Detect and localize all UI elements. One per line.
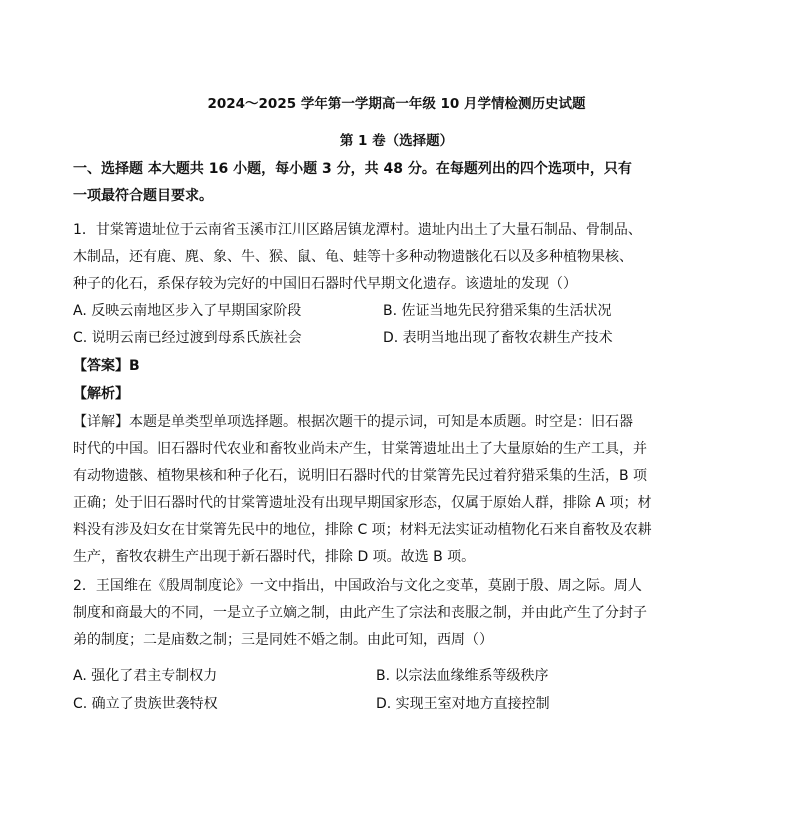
q1-analysis-line-6: 生产，畜牧农耕生产出现于新石器时代，排除 D 项。故选 B 项。: [73, 549, 476, 565]
section-title: 第 1 卷（选择题）: [339, 133, 454, 149]
q2-option-c: C. 确立了贵族世袭特权: [73, 696, 218, 712]
q2-stem-line-2: 制度和商最大的不同，一是立子立嫡之制，由此产生了宗法和丧服之制，并由此产生了分封子: [73, 605, 647, 621]
instructions-line-1: 一、选择题 本大题共 16 小题，每小题 3 分，共 48 分。在每题列出的四个选项中，只有: [73, 161, 632, 177]
q1-analysis-line-4: 正确；处于旧石器时代的甘棠箐遗址没有出现早期国家形态，仅属于原始人群，排除 A 项；材: [73, 495, 652, 511]
q2-stem-line-3: 弟的制度；二是庙数之制；三是同姓不婚之制。由此可知，西周（）: [73, 632, 493, 648]
q1-analysis-line-3: 有动物遗骸、植物果核和种子化石，说明旧石器时代的甘棠箐先民过着狩猎采集的生活，B 项: [73, 468, 648, 484]
q2-option-a: A. 强化了君主专制权力: [73, 668, 218, 684]
q1-analysis-label: 【解析】: [73, 386, 129, 402]
q1-stem-line-3: 种子的化石，系保存较为完好的中国旧石器时代早期文化遗存。该遗址的发现（）: [73, 276, 577, 292]
q1-answer: 【答案】B: [73, 358, 140, 374]
q1-option-b: B. 佐证当地先民狩猎采集的生活状况: [383, 303, 612, 319]
exam-title: 2024～2025 学年第一学期高一年级 10 月学情检测历史试题: [207, 96, 586, 112]
q1-option-a: A. 反映云南地区步入了早期国家阶段: [73, 303, 302, 319]
q1-stem-line-1: 1．甘棠箐遗址位于云南省玉溪市江川区路居镇龙潭村。遗址内出土了大量石制品、骨制品、: [73, 222, 642, 238]
q1-analysis-line-2: 时代的中国。旧石器时代农业和畜牧业尚未产生，甘棠箐遗址出土了大量原始的生产工具，并: [73, 441, 647, 457]
q2-option-b: B. 以宗法血缘维系等级秩序: [376, 668, 549, 684]
q2-option-d: D. 实现王室对地方直接控制: [376, 696, 550, 712]
instructions-line-2: 一项最符合题目要求。: [73, 188, 213, 204]
q1-option-c: C. 说明云南已经过渡到母系氏族社会: [73, 330, 302, 346]
q1-option-d: D. 表明当地出现了畜牧农耕生产技术: [383, 330, 613, 346]
q1-analysis-line-5: 料没有涉及妇女在甘棠箐先民中的地位，排除 C 项；材料无法实证动植物化石来自畜牧及农耕: [73, 522, 652, 538]
q1-stem-line-2: 木制品，还有鹿、麂、象、牛、猴、鼠、龟、蛙等十多种动物遗骸化石以及多种植物果核、: [73, 249, 633, 265]
q1-analysis-line-1: 【详解】本题是单类型单项选择题。根据次题干的提示词，可知是本质题。时空是：旧石器: [73, 414, 633, 430]
q2-stem-line-1: 2．王国维在《殷周制度论》一文中指出，中国政治与文化之变革，莫剧于殷、周之际。周人: [73, 578, 642, 594]
